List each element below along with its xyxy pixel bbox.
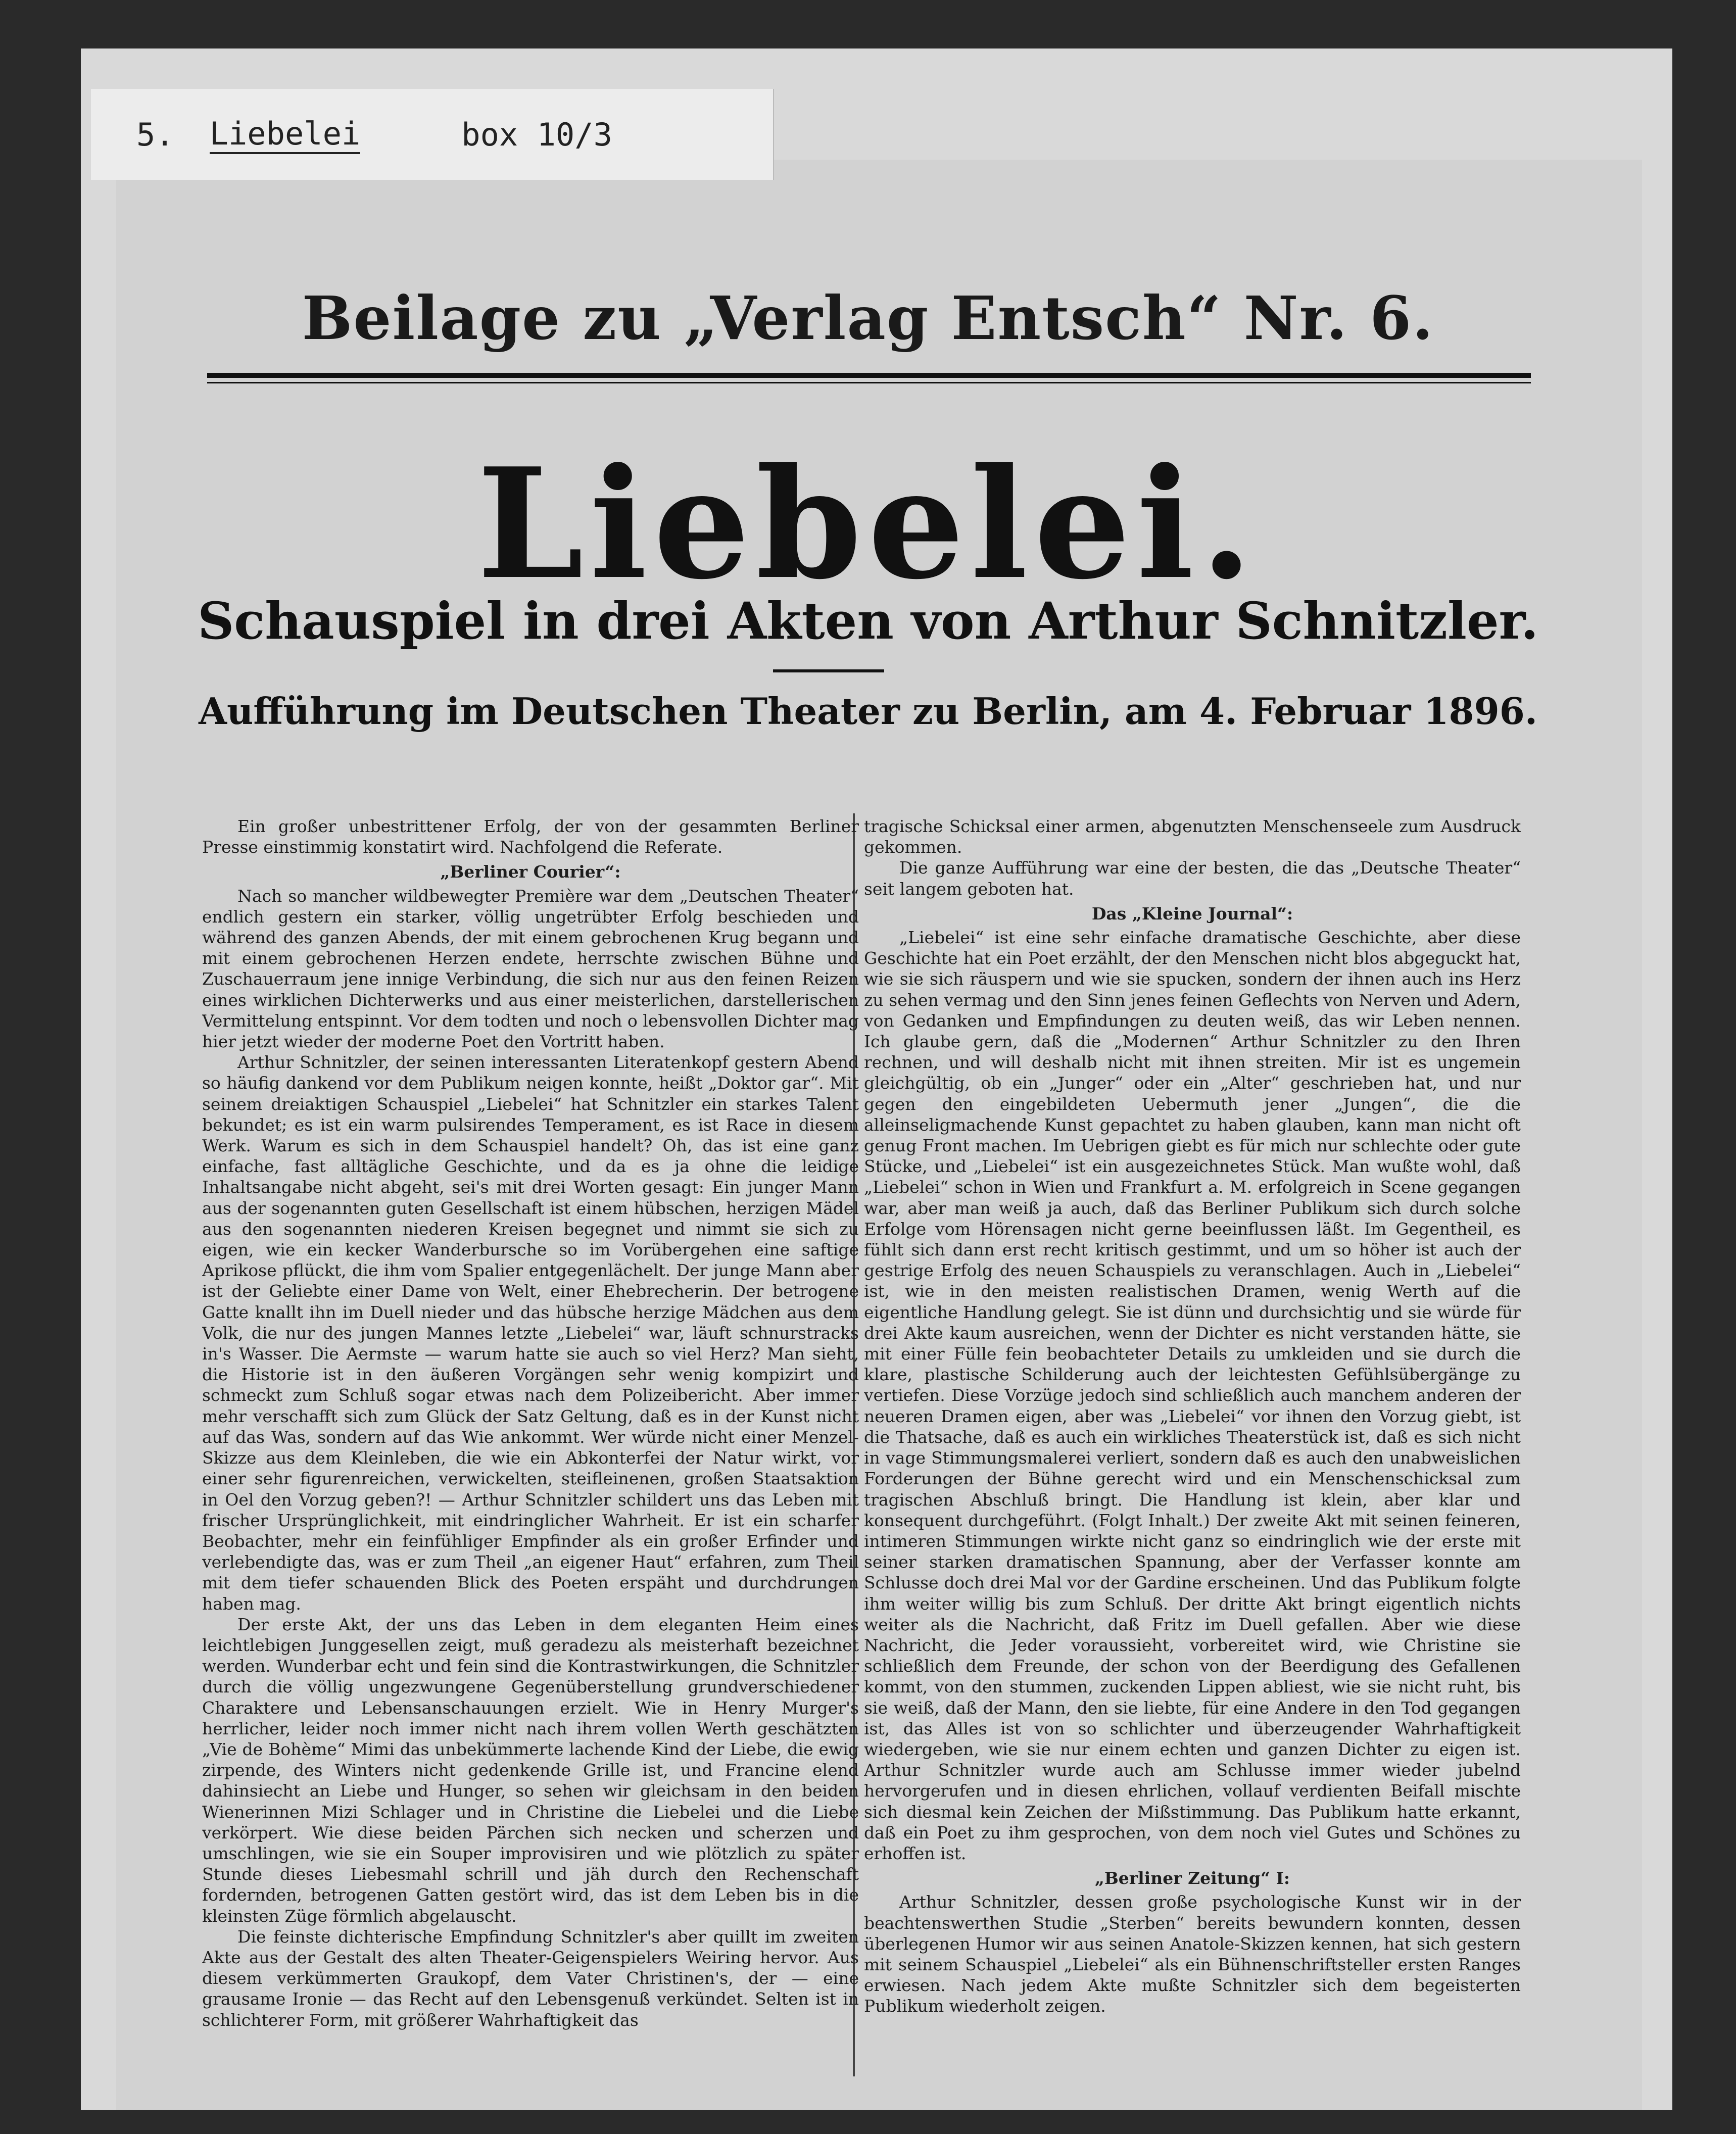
review-paragraph: Arthur Schnitzler, dessen große psychologische Kunst wir in der beachtenswerthen Studie „Sterben“ bereits bewundern konnten, dessen überlegenen Humor wir aus seinen Anatole-Skizzen kennen, hat sich gestern mit seinem Schauspiel „Liebelei“ als ein Bühnenschriftsteller ersten Ranges erwiesen. Nach jedem Akte mußte Schnitzler sich dem begeisterten Publikum wiederholt zeigen. bbox=[864, 1892, 1521, 2016]
header-rule-thin bbox=[207, 382, 1531, 383]
archive-box: box 10/3 bbox=[461, 116, 612, 153]
review-paragraph: Der erste Akt, der uns das Leben in dem eleganten Heim eines leichtlebigen Junggesellen zeigt, muß geradezu als meisterhaft bezeichnet werden. Wunderbar echt und fein sind die Kontrastwirkungen, die Schnitzler durch die völlig ungezwungene Gegenüberstellung grundverschiedener Charaktere und Lebensanschauungen erzielt. Wie in Henry Murger's herrlicher, leider noch immer nicht nach ihrem vollen Werth geschätzten „Vie de Bohème“ Mimi das unbekümmerte lachende Kind der Liebe, die ewig zirpende, des Winters nicht gedenkende Grille ist, und Francine elend dahinsiecht an Liebe und Hunger, so sehen wir gleichsam in den beiden Wienerinnen Mizi Schlager und in Christine die Liebelei und die Liebe verkörpert. Wie diese beiden Pärchen sich necken und scherzen und umschlingen, wie sie ein Souper improvisiren und wie plötzlich zu später Stunde dieses Liebesmahl schrill und jäh durch den Rechenschaft fordernden, betrogenen Gatten gestört wird, das ist dem Leben bis in die kleinsten Züge förmlich abgelauscht. bbox=[202, 1614, 859, 1926]
title-divider bbox=[773, 669, 884, 672]
archive-label bbox=[91, 89, 774, 180]
archive-number: 5. bbox=[136, 116, 174, 153]
header-rule-thick bbox=[207, 373, 1531, 378]
review-column-right bbox=[864, 816, 1521, 2084]
play-title: Liebelei. bbox=[477, 434, 1259, 613]
review-heading: „Berliner Courier“: bbox=[440, 862, 621, 882]
review-paragraph: Nach so mancher wildbewegter Première war dem „Deutschen Theater“ endlich gestern ein starker, völlig ungetrübter Erfolg beschieden und während des ganzen Abends, der mit einem gebrochenen Krug begann und mit einem gebrochenen Herzen endete, herrschte zwischen Bühne und Zuschauerraum jene innige Verbindung, die sich nur aus den feinen Reizen eines wirklichen Dichterwerks und aus einer meisterlichen, darstellerischen Vermittelung entspinnt. Vor dem todten und noch o lebensvollen Dichter mag hier jetzt wieder der moderne Poet den Vortritt haben. bbox=[202, 886, 859, 1052]
review-heading: Das „Kleine Journal“: bbox=[1091, 903, 1293, 924]
review-paragraph: Ein großer unbestrittener Erfolg, der von der gesammten Berliner Presse einstimmig konstatirt wird. Nachfolgend die Referate. bbox=[202, 816, 859, 857]
premiere-line: Aufführung im Deutschen Theater zu Berlin, am 4. Februar 1896. bbox=[199, 690, 1537, 733]
review-column-left bbox=[202, 816, 859, 2084]
review-heading: „Berliner Zeitung“ I: bbox=[1094, 1868, 1290, 1888]
supplement-title: Beilage zu „Verlag Entsch“ Nr. 6. bbox=[302, 283, 1434, 353]
play-subtitle: Schauspiel in drei Akten von Arthur Schnitzler. bbox=[198, 591, 1538, 651]
review-paragraph: Die ganze Aufführung war eine der besten, die das „Deutsche Theater“ seit langem geboten hat. bbox=[864, 858, 1521, 899]
archive-title: Liebelei bbox=[210, 115, 361, 154]
review-paragraph: „Liebelei“ ist eine sehr einfache dramatische Geschichte, aber diese Geschichte hat ein Poet erzählt, der den Menschen nicht blos abgeguckt hat, wie sie sich räuspern und wie sie spucken, sondern der ihnen auch ins Herz zu sehen vermag und den Sinn jenes feinen Geflechts von Nerven und Adern, von Gedanken und Empfindungen zu deuten weiß, das wir Leben nennen. Ich glaube gern, daß die „Modernen“ Arthur Schnitzler zu den Ihren rechnen, und will deshalb nicht mit ihnen streiten. Mir ist es ungemein gleichgültig, ob ein „Junger“ oder ein „Alter“ geschrieben hat, und nur gegen den eingebildeten Uebermuth jener „Jungen“, die die alleinseligmachende Kunst gepachtet zu haben glauben, kann man nicht oft genug Front machen. Im Uebrigen giebt es für mich nur schlechte oder gute Stücke, und „Liebelei“ ist ein ausgezeichnetes Stück. Man wußte wohl, daß „Liebelei“ schon in Wien und Frankfurt a. M. erfolgreich in Scene gegangen war, aber man weiß ja auch, daß das Berliner Publikum sich durch solche Erfolge vom Hörensagen nicht gerne beeinflussen läßt. Im Gegentheil, es fühlt sich dann erst recht kritisch gestimmt, und um so höher ist auch der gestrige Erfolg des neuen Schauspiels zu veranschlagen. Auch in „Liebelei“ ist, wie in den meisten realistischen Dramen, wenig Werth auf die eigentliche Handlung gelegt. Sie ist dünn und durchsichtig und sie würde für drei Akte kaum ausreichen, wenn der Dichter es nicht verstanden hätte, sie mit einer Fülle fein beobachteter Details zu umkleiden und sie durch die klare, plastische Schilderung auch der leichtesten Gefühlsübergänge zu vertiefen. Diese Vorzüge jedoch sind schließlich auch manchem anderen der neueren Dramen eigen, aber was „Liebelei“ vor ihnen den Vorzug giebt, ist die Thatsache, daß es auch ein wirkliches Theaterstück ist, daß es sich nicht in vage Stimmungsmalerei verliert, sondern daß es auch den unabweislichen Forderungen der Bühne gerecht wird und ein Menschenschicksal zum tragischen Abschluß bringt. Die Handlung ist klein, aber klar und konsequent durchgeführt. (Folgt Inhalt.) Der zweite Akt mit seinen feineren, intimeren Stimmungen wirkte nicht ganz so eindringlich wie der erste mit seiner starken dramatischen Spannung, aber der Verfasser konnte am Schlusse doch drei Mal vor der Gardine erscheinen. Und das Publikum folgte ihm weiter willig bis zum Schluß. Der dritte Akt bringt eigentlich nichts weiter als die Nachricht, daß Fritz im Duell gefallen. Aber wie diese Nachricht, die Jeder voraussieht, vorbereitet wird, wie Christine sie schließlich dem Freunde, der schon von der Beerdigung des Gefallenen kommt, von den stummen, zuckenden Lippen abliest, wie sie nicht ruht, bis sie weiß, daß der Mann, den sie liebte, für eine Andere in den Tod gegangen ist, das Alles ist von so schlichter und überzeugender Wahrhaftigkeit wiedergeben, wie sie nur einem echten und ganzen Dichter zu eigen ist. Arthur Schnitzler wurde auch am Schlusse immer wieder jubelnd hervorgerufen und in diesen ehrlichen, vollauf verdienten Beifall mischte sich diesmal kein Zeichen der Mißstimmung. Das Publikum hatte erkannt, daß ein Poet zu ihm gesprochen, von dem noch viel Gutes und Schönes zu erhoffen ist. bbox=[864, 928, 1521, 1863]
review-paragraph: Arthur Schnitzler, der seinen interessanten Literatenkopf gestern Abend so häufig dankend vor dem Publikum neigen konnte, heißt „Doktor gar“. Mit seinem dreiaktigen Schauspiel „Liebelei“ hat Schnitzler ein starkes Talent bekundet; es ist ein warm pulsirendes Temperament, es ist Race in diesem Werk. Warum es sich in dem Schauspiel handelt? Oh, das ist eine ganz einfache, fast alltägliche Geschichte, und da es ja ohne die leidige Inhaltsangabe nicht abgeht, sei's mit drei Worten gesagt: Ein junger Mann aus der sogenannten guten Gesellschaft ist einem hübschen, herzigen Mädel aus den sogenannten niederen Kreisen begegnet und nimmt sie sich zu eigen, wie ein kecker Wanderbursche so im Vorübergehen eine saftige Aprikose pflückt, die ihm vom Spalier entgegenlächelt. Der junge Mann aber ist der Geliebte einer Dame von Welt, einer Ehebrecherin. Der betrogene Gatte knallt ihn im Duell nieder und das hübsche herzige Mädchen aus dem Volk, die nur des jungen Mannes letzte „Liebelei“ war, läuft schnurstracks in's Wasser. Die Aermste — warum hatte sie auch so viel Herz? Man sieht, die Historie ist in den äußeren Vorgängen sehr wenig kompizirt und schmeckt zum Schluß sogar etwas nach dem Polizeibericht. Aber immer mehr verschafft sich zum Glück der Satz Geltung, daß es in der Kunst nicht auf das Was, sondern auf das Wie ankommt. Wer würde nicht einer Menzel-Skizze aus dem Kleinleben, die wie ein Abkonterfei der Natur wirkt, vor einer sehr figurenreichen, verwickelten, steifleinenen, großen Staatsaktion in Oel den Vorzug geben?! — Arthur Schnitzler schildert uns das Leben mit frischer Ursprünglichkeit, mit eindringlicher Wahrheit. Er ist ein scharfer Beobachter, mehr ein feinfühliger Empfinder als ein großer Erfinder und verlebendigte das, was er zum Theil „an eigener Haut“ erfahren, zum Theil mit dem tiefer schauenden Blick des Poeten erspäht und durchdrungen haben mag. bbox=[202, 1052, 859, 1614]
review-paragraph: Die feinste dichterische Empfindung Schnitzler's aber quillt im zweiten Akte aus der Gestalt des alten Theater-Geigenspielers Weiring hervor. Aus diesem verkümmerten Graukopf, dem Vater Christinen's, der — eine grausame Ironie — das Recht auf den Lebensgenuß verkündet. Selten ist in schlichterer Form, mit größerer Wahrhaftigkeit das bbox=[202, 1926, 859, 2030]
review-paragraph: tragische Schicksal einer armen, abgenutzten Menschenseele zum Ausdruck gekommen. bbox=[864, 816, 1521, 857]
